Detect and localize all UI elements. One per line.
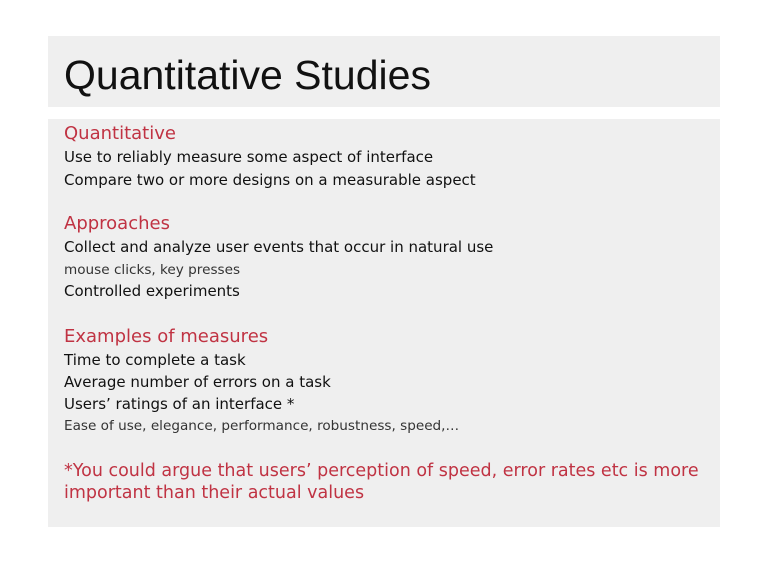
content-panel <box>48 119 720 527</box>
title-band <box>48 36 720 107</box>
section-heading-quantitative: Quantitative <box>64 123 176 144</box>
section-heading-approaches: Approaches <box>64 213 170 234</box>
bullet-users-ratings: Users’ ratings of an interface * <box>64 395 295 413</box>
slide-title: Quantitative Studies <box>64 52 431 98</box>
section-heading-examples: Examples of measures <box>64 326 269 347</box>
sub-bullet-ease-of-use: Ease of use, elegance, performance, robustness, speed,… <box>64 418 460 434</box>
bullet-compare-designs: Compare two or more designs on a measurable aspect <box>64 171 476 189</box>
bullet-measure-aspect: Use to reliably measure some aspect of interface <box>64 148 434 166</box>
bullet-collect-events: Collect and analyze user events that occur in natural use <box>64 238 494 256</box>
bullet-time-to-complete: Time to complete a task <box>64 351 246 369</box>
footnote <box>64 460 714 504</box>
bullet-controlled-experiments: Controlled experiments <box>64 282 240 300</box>
footnote-line-1: *You could argue that users’ perception of speed, error rates etc is more <box>64 461 699 481</box>
sub-bullet-mouse-clicks: mouse clicks, key presses <box>64 262 241 278</box>
footnote-line-2: important than their actual values <box>64 483 365 503</box>
bullet-average-errors: Average number of errors on a task <box>64 373 331 391</box>
